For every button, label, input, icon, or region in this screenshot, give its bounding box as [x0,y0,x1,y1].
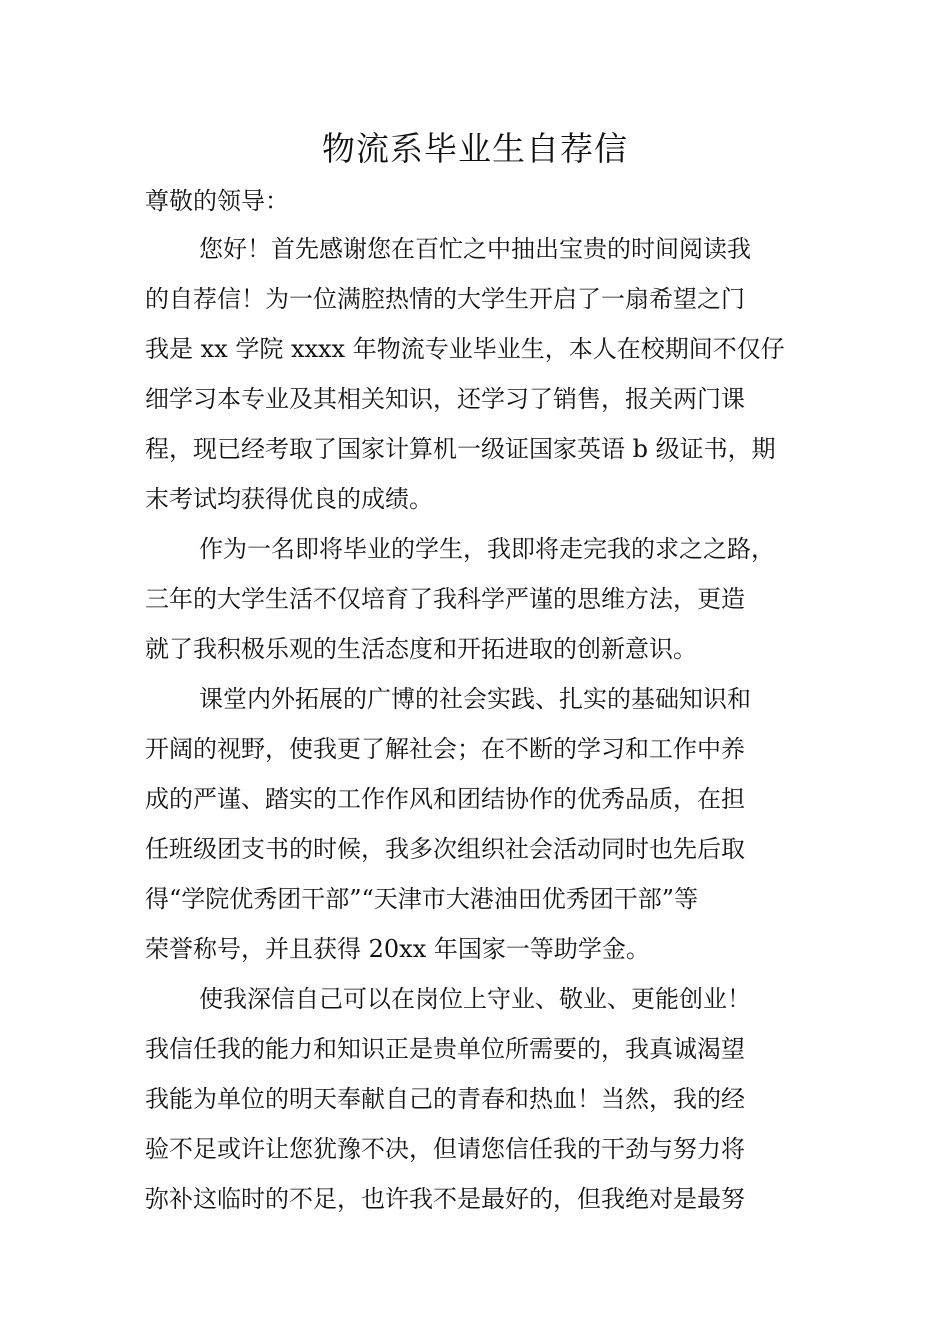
salutation: 尊敬的领导： [145,187,289,215]
paragraph-line: 任班级团支书的时候，我多次组织社会活动同时也先后取 [145,835,745,863]
paragraph-line: 就了我积极乐观的生活态度和开拓进取的创新意识。 [145,635,697,663]
paragraph-line: 程，现已经考取了国家计算机一级证国家英语 b 级证书，期 [145,435,776,463]
document-title: 物流系毕业生自荐信 [322,129,628,168]
paragraph-line: 的自荐信！为一位满腔热情的大学生开启了一扇希望之门 [145,285,745,313]
paragraph-line: 细学习本专业及其相关知识，还学习了销售，报关两门课 [145,385,745,413]
paragraph-line: 开阔的视野，使我更了解社会；在不断的学习和工作中养 [145,735,745,763]
paragraph-line: 您好！首先感谢您在百忙之中抽出宝贵的时间阅读我 [199,235,751,263]
paragraph-line: 三年的大学生活不仅培育了我科学严谨的思维方法，更造 [145,585,745,613]
paragraph-line: 我是 xx 学院 xxxx 年物流专业毕业生，本人在校期间不仅仔 [145,335,785,363]
paragraph-line: 弥补这临时的不足，也许我不是最好的，但我绝对是最努 [145,1185,745,1213]
paragraph-line: 使我深信自己可以在岗位上守业、敬业、更能创业！ [199,985,751,1013]
paragraph-line: 得“学院优秀团干部”“天津市大港油田优秀团干部”等 [145,885,699,913]
paragraph-line: 课堂内外拓展的广博的社会实践、扎实的基础知识和 [199,685,751,713]
paragraph-line: 我信任我的能力和知识正是贵单位所需要的，我真诚渴望 [145,1035,745,1063]
paragraph-line: 末考试均获得优良的成绩。 [145,485,433,513]
paragraph-line: 作为一名即将毕业的学生，我即将走完我的求之之路， [199,535,775,563]
paragraph-line: 成的严谨、踏实的工作作风和团结协作的优秀品质，在担 [145,785,745,813]
paragraph-line: 验不足或许让您犹豫不决，但请您信任我的干劲与努力将 [145,1135,745,1163]
paragraph-line: 荣誉称号，并且获得 20xx 年国家一等助学金。 [145,935,650,963]
paragraph-line: 我能为单位的明天奉献自己的青春和热血！当然，我的经 [145,1085,745,1113]
